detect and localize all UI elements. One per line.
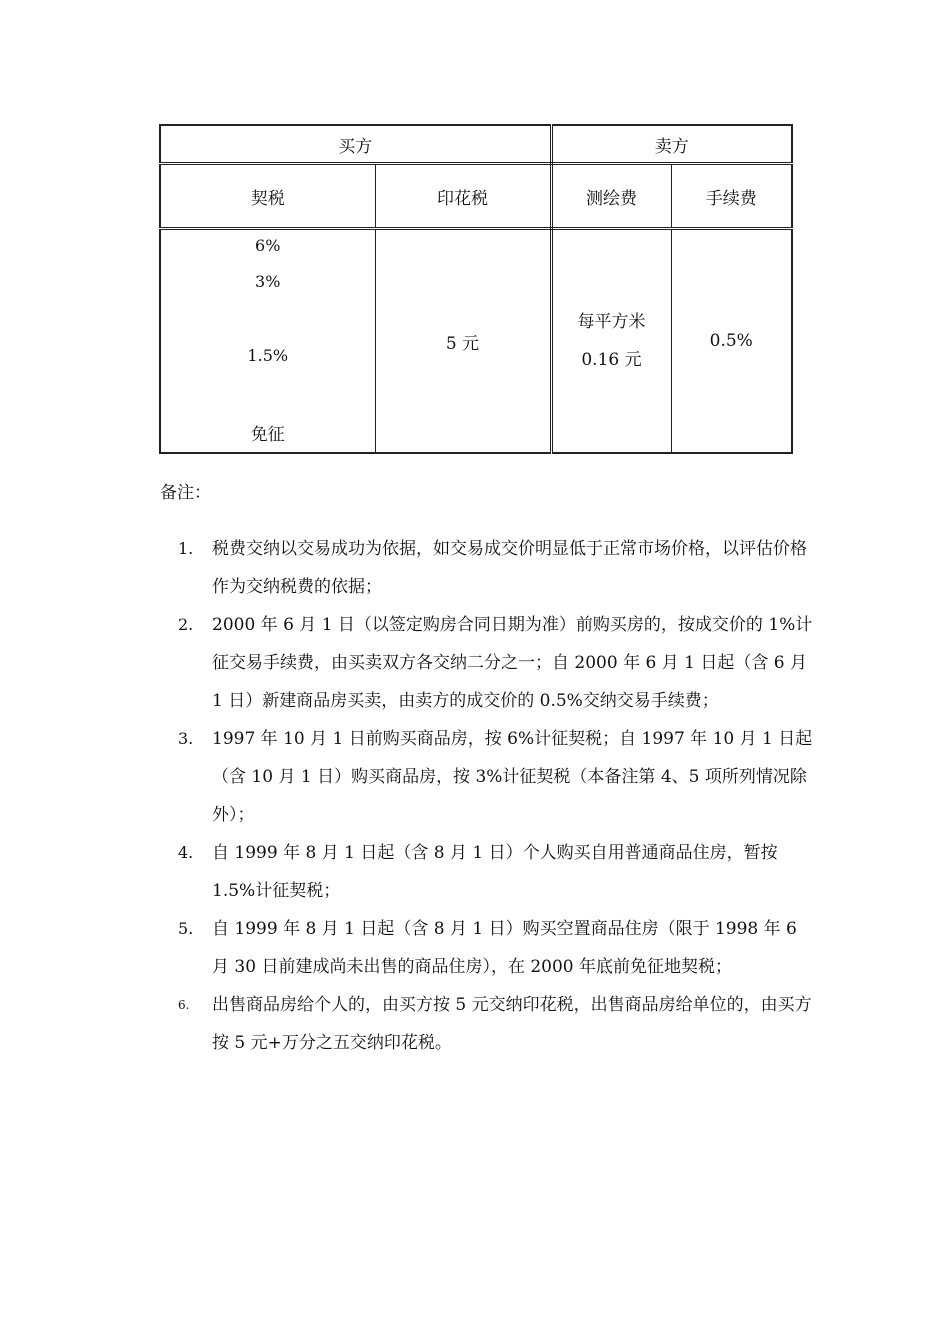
note-text: 1997 年 10 月 1 日前购买商品房，按 6%计征契税；自 1997 年 10 月 1 日起（含 10 月 1 日）购买商品房，按 3%计征契税（本备注第 4、5 项所列情况除外）；	[212, 729, 813, 825]
deed-tax-rate: 6%	[255, 236, 281, 255]
note-item	[178, 910, 818, 986]
deed-tax-rate: 1.5%	[247, 346, 289, 365]
note-item	[178, 606, 818, 720]
survey-fee-line: 0.16 元	[581, 350, 642, 370]
survey-fee-line: 每平方米	[577, 312, 646, 332]
note-item	[178, 986, 818, 1062]
fee-table	[159, 124, 793, 454]
column-header-row	[160, 164, 792, 229]
note-item	[178, 530, 818, 606]
note-text: 自 1999 年 8 月 1 日起（含 8 月 1 日）个人购买自用普通商品住房，暂按 1.5%计征契税；	[212, 843, 778, 901]
deed-tax-rate: 免征	[250, 425, 285, 445]
stamp-duty-cell: 5 元	[375, 229, 551, 454]
note-text: 2000 年 6 月 1 日（以签定购房合同日期为准）前购买房的，按成交价的 1%计征交易手续费，由买卖双方各交纳二分之一；自 2000 年 6 月 1 日起（含 6 月 1 日）新建商品房买卖，由卖方的成交价的 0.5%交纳交易手续费；	[212, 615, 813, 711]
note-number: 6.	[178, 998, 190, 1012]
seller-group-header: 卖方	[551, 125, 792, 164]
note-item	[178, 834, 818, 910]
notes-title: 备注：	[160, 483, 211, 503]
header-deed-tax: 契税	[160, 164, 375, 229]
note-text: 出售商品房给个人的，由买方按 5 元交纳印花税，出售商品房给单位的，由买方按 5 元+万分之五交纳印花税。	[212, 995, 812, 1053]
note-number: 2.	[178, 615, 194, 634]
note-number: 1.	[178, 539, 194, 558]
note-text: 税费交纳以交易成功为依据，如交易成交价明显低于正常市场价格，以评估价格作为交纳税费的依据；	[212, 539, 807, 597]
notes-list	[178, 530, 818, 1062]
deed-tax-cell	[160, 229, 375, 454]
note-number: 5.	[178, 919, 194, 938]
survey-fee-cell	[551, 229, 671, 454]
group-header-row	[160, 125, 792, 164]
note-number: 3.	[178, 729, 194, 748]
deed-tax-rate: 3%	[255, 272, 281, 291]
note-text: 自 1999 年 8 月 1 日起（含 8 月 1 日）购买空置商品住房（限于 1998 年 6 月 30 日前建成尚未出售的商品住房），在 2000 年底前免征地契税；	[212, 919, 797, 977]
handling-fee-cell: 0.5%	[671, 229, 792, 454]
buyer-group-header: 买方	[160, 125, 551, 164]
header-stamp-duty: 印花税	[375, 164, 551, 229]
note-item	[178, 720, 818, 834]
header-handling-fee: 手续费	[671, 164, 792, 229]
note-number: 4.	[178, 843, 194, 862]
header-survey-fee: 测绘费	[551, 164, 671, 229]
value-row	[160, 229, 792, 454]
